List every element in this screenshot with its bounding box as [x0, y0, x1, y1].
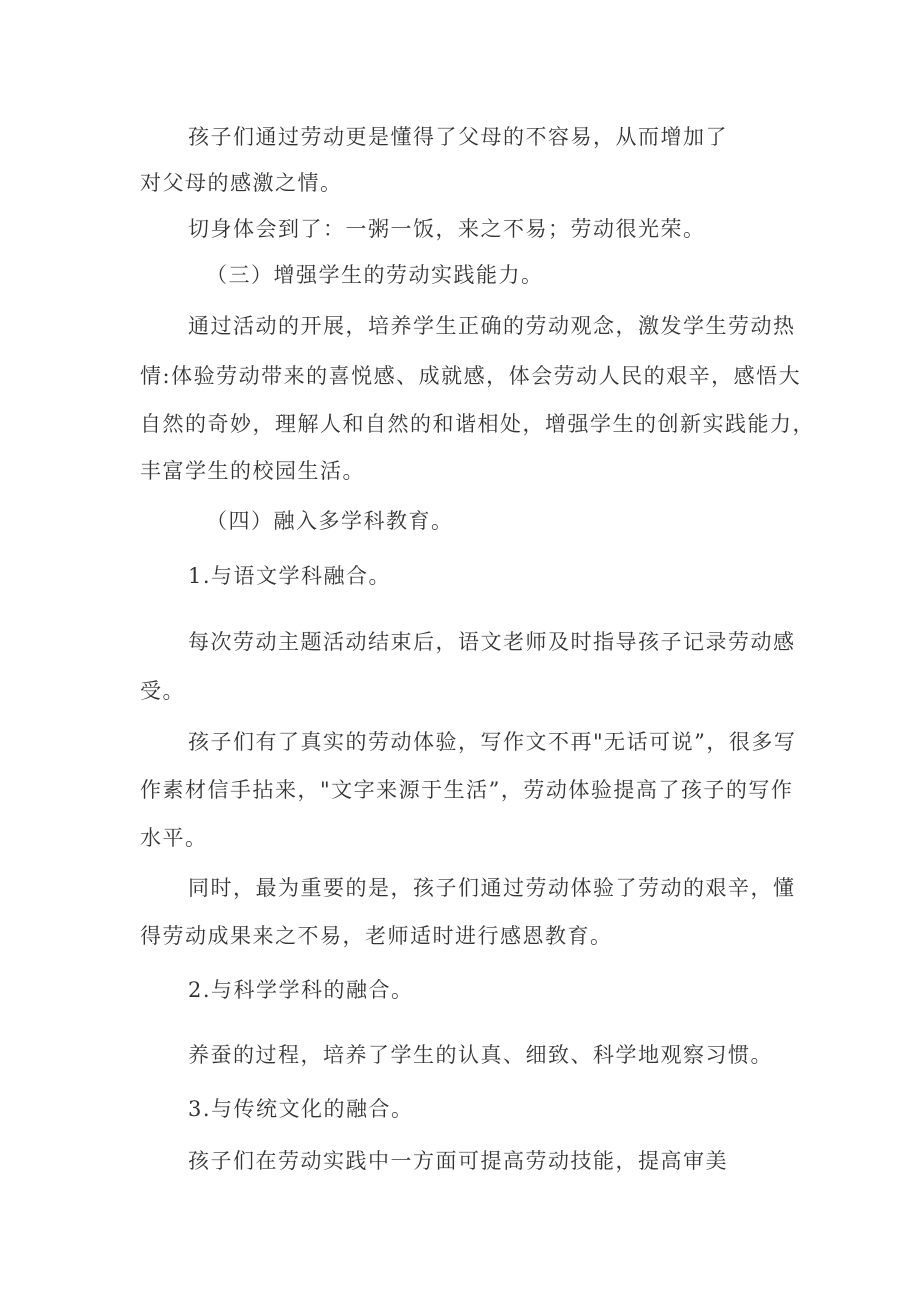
- subsection-heading: 2.与科学学科的融合。: [188, 978, 414, 1002]
- paragraph-line: 受。: [140, 679, 185, 703]
- paragraph-line: 通过活动的开展，培养学生正确的劳动观念，激发学生劳动热: [188, 314, 796, 338]
- subsection-heading: 3.与传统文化的融合。: [188, 1097, 414, 1121]
- paragraph-line: 养蚕的过程，培养了学生的认真、细致、科学地观察习惯。: [188, 1043, 773, 1067]
- paragraph-line: 得劳动成果来之不易，老师适时进行感恩教育。: [140, 924, 613, 948]
- section-heading: （四）融入多学科教育。: [206, 509, 454, 533]
- paragraph-line: 对父母的感激之情。: [140, 171, 343, 195]
- section-heading: （三）增强学生的劳动实践能力。: [206, 263, 544, 287]
- paragraph-line: 同时，最为重要的是，孩子们通过劳动体验了劳动的艰辛，懂: [188, 876, 796, 900]
- paragraph-line: 水平。: [140, 826, 208, 850]
- paragraph-line: 丰富学生的校园生活。: [140, 459, 365, 483]
- paragraph-line: 孩子们有了真实的劳动体验，写作文不再"无话可说”，很多写: [188, 730, 797, 754]
- paragraph-line: 切身体会到了：一粥一饭，来之不易；劳动很光荣。: [188, 217, 706, 241]
- paragraph-line: 自然的奇妙，理解人和自然的和谐相处，增强学生的创新实践能力，: [140, 412, 815, 436]
- subsection-heading: 1.与语文学科融合。: [188, 564, 392, 588]
- paragraph-line: 每次劳动主题活动结束后，语文老师及时指导孩子记录劳动感: [188, 630, 796, 654]
- paragraph-line: 作素材信手拈来，"文字来源于生活”，劳动体验提高了孩子的写作: [140, 778, 794, 802]
- paragraph-line: 情:体验劳动带来的喜悦感、成就感，体会劳动人民的艰辛，感悟大: [140, 364, 802, 388]
- paragraph-line: 孩子们通过劳动更是懂得了父母的不容易，从而增加了: [188, 125, 728, 149]
- paragraph-line: 孩子们在劳动实践中一方面可提高劳动技能，提高审美: [188, 1149, 728, 1173]
